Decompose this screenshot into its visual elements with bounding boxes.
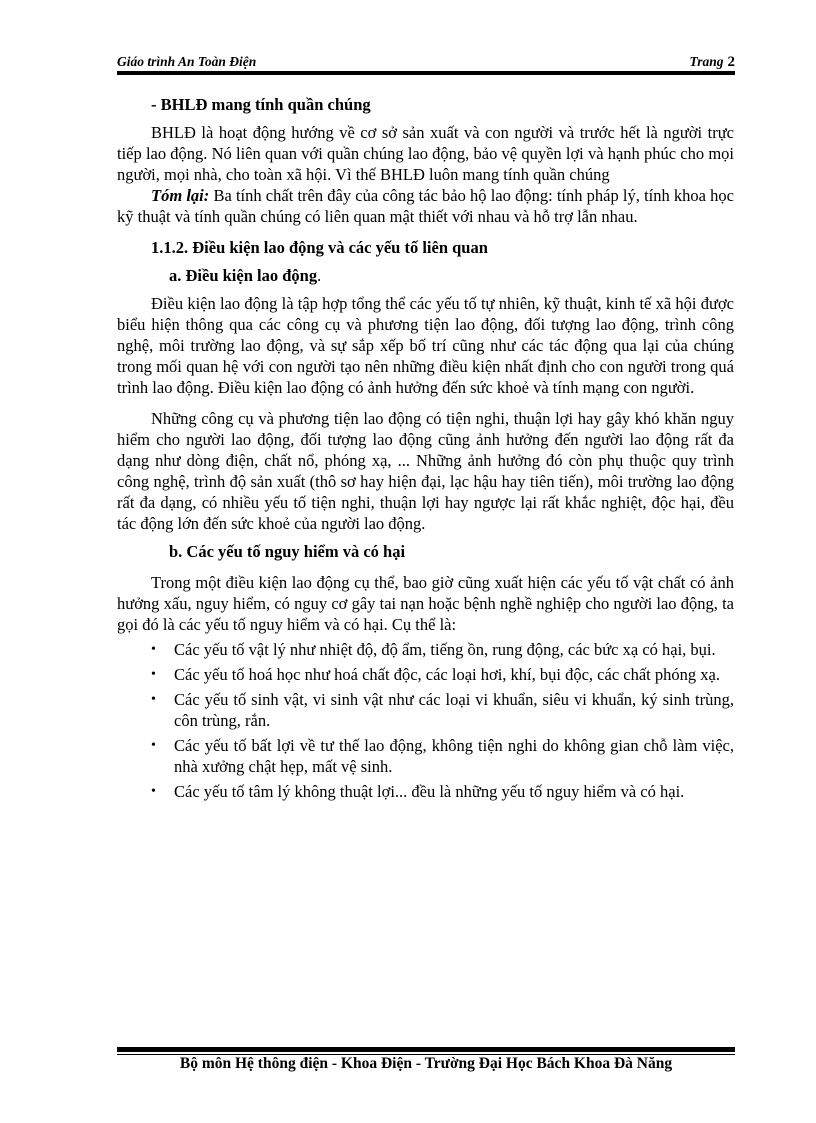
header-page (689, 54, 735, 71)
list-item-text: Các yếu tố vật lý như nhiệt độ, độ ẩm, tiếng ồn, rung động, các bức xạ có hại, bụi. (174, 640, 716, 659)
summary-text: Ba tính chất trên đây của công tác bảo hộ lao động: tính pháp lý, tính khoa học kỹ thuật và tính quần chúng có liên quan mật thiết với nhau và hỗ trợ lẫn nhau. (117, 186, 734, 226)
list-item (117, 735, 734, 777)
summary-label: Tóm lại: (151, 186, 210, 205)
heading-quan-chung: - BHLĐ mang tính quần chúng (151, 95, 371, 114)
header-page-number: 2 (727, 54, 735, 70)
bullet-icon: • (151, 738, 156, 753)
subheading-a-period: . (317, 266, 322, 285)
footer-rule (117, 1047, 735, 1052)
paragraph-a2: Những công cụ và phương tiện lao động có tiện nghi, thuận lợi hay gây khó khăn nguy hiểm cho người lao động, đối tượng lao động cũng ảnh hưởng đến người lao động rất đa dạng như dòng điện, chất nổ, phóng xạ, ... Những ảnh hưởng đó còn phụ thuộc quy trình công nghệ, trình độ sản xuất (thô sơ hay hiện đại, lạc hậu hay tiên tiến), môi trường lao động rất đa dạng, có nhiều yếu tố tiện nghi, thuận lợi hay ngược lại rất khắc nghiệt, độc hại, đều tác động lớn đến sức khoẻ của người lao động. (117, 409, 734, 533)
bullet-icon: • (151, 692, 156, 707)
page-body (117, 94, 734, 802)
header-page-label: Trang (689, 54, 724, 69)
hazard-factor-list (117, 639, 734, 802)
list-item-text: Các yếu tố hoá học như hoá chất độc, các loại hơi, khí, bụi độc, các chất phóng xạ. (174, 665, 720, 684)
subheading-a (169, 265, 734, 286)
subheading-b: b. Các yếu tố nguy hiểm và có hại (169, 542, 406, 561)
subheading-a-text: a. Điều kiện lao động (169, 266, 318, 285)
section-heading: 1.1.2. Điều kiện lao động và các yếu tố liên quan (151, 238, 488, 257)
header-title: Giáo trình An Toàn Điện (117, 54, 257, 69)
paragraph-b1: Trong một điều kiện lao động cụ thể, bao giờ cũng xuất hiện các yếu tố vật chất có ảnh hưởng xấu, nguy hiểm, có nguy cơ gây tai nạn hoặc bệnh nghề nghiệp cho người lao động, ta gọi đó là các yếu tố nguy hiểm và có hại. Cụ thể là: (117, 573, 734, 634)
paragraph-quan-chung: BHLĐ là hoạt động hướng về cơ sở sản xuất và con người và trước hết là người trực tiếp lao động. Nó liên quan với quần chúng lao động, bảo vệ quyền lợi và hạnh phúc cho mọi người, mọi nhà, cho toàn xã hội. Vì thế BHLĐ luôn mang tính quần chúng (117, 123, 734, 184)
paragraph-a1: Điều kiện lao động là tập hợp tổng thể các yếu tố tự nhiên, kỹ thuật, kinh tế xã hội được biểu hiện thông qua các công cụ và phương tiện lao động, đối tượng lao động, trình công nghệ, môi trường lao động, và sự sắp xếp bố trí cũng như các tác động qua lại của chúng trong mối quan hệ với con người tạo nên những điều kiện nhất định cho con người trong quá trình lao động. Điều kiện lao động có ảnh hưởng đến sức khoẻ và tính mạng con người. (117, 294, 734, 397)
list-item-text: Các yếu tố sinh vật, vi sinh vật như các loại vi khuẩn, siêu vi khuẩn, ký sinh trùng, côn trùng, rắn. (174, 690, 734, 730)
page-footer: Bộ môn Hệ thông điện - Khoa Điện - Trường Đại Học Bách Khoa Đà Năng (179, 1055, 673, 1072)
header-rule (117, 71, 735, 75)
list-item (117, 664, 734, 685)
page-header (117, 54, 735, 70)
list-item (117, 639, 734, 660)
bullet-icon: • (151, 642, 156, 657)
list-item-text: Các yếu tố tâm lý không thuật lợi... đều là những yếu tố nguy hiểm và có hại. (174, 782, 685, 801)
paragraph-summary (117, 185, 734, 227)
list-item-text: Các yếu tố bất lợi về tư thế lao động, không tiện nghi do không gian chỗ làm việc, nhà xưởng chật hẹp, mất vệ sinh. (174, 736, 734, 776)
bullet-icon: • (151, 784, 156, 799)
list-item (117, 689, 734, 731)
list-item (117, 781, 734, 802)
bullet-icon: • (151, 667, 156, 682)
